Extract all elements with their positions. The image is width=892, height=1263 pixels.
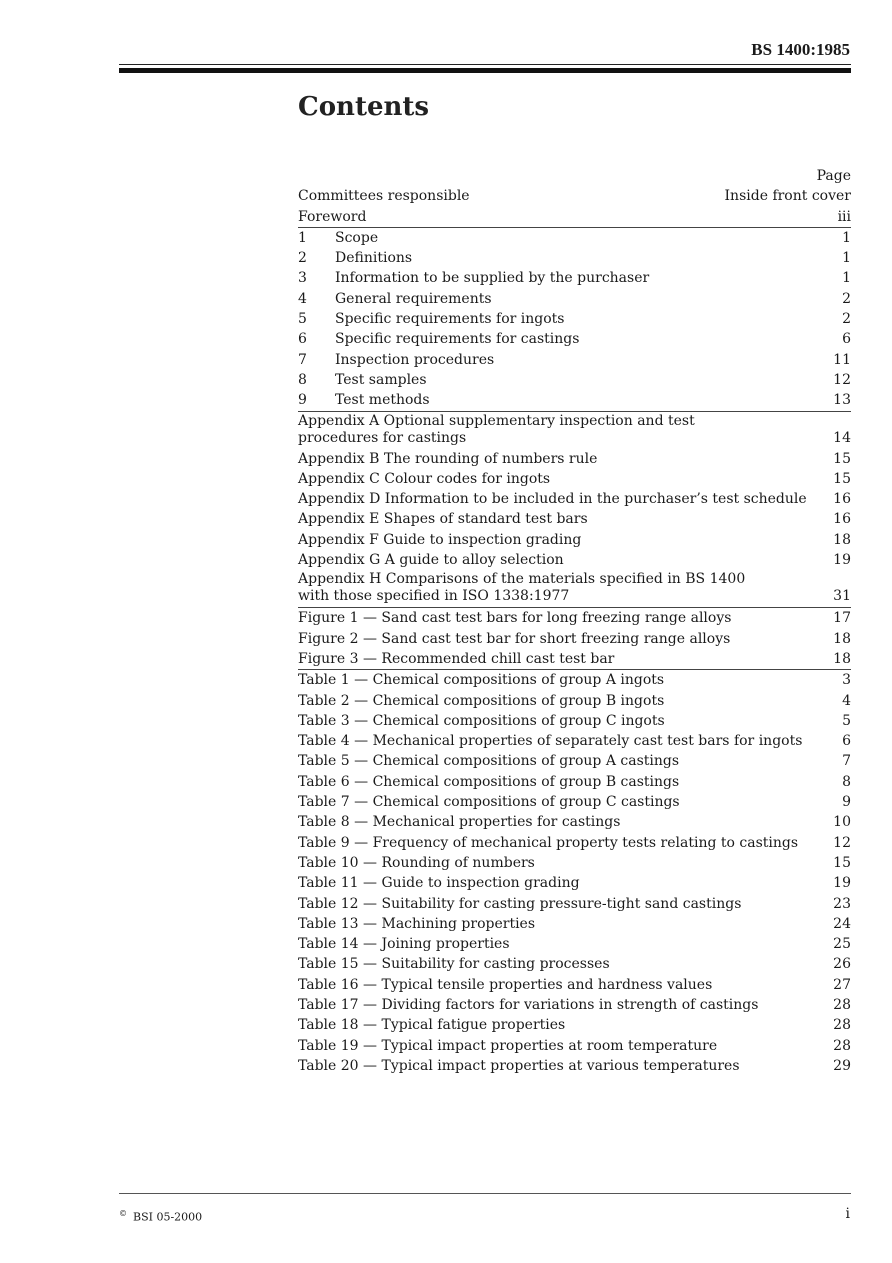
toc-entry-page: 6 bbox=[842, 733, 851, 750]
toc-entry-page: 16 bbox=[833, 491, 851, 508]
toc-figures bbox=[298, 607, 851, 669]
toc-entry-title: Table 10 — Rounding of numbers bbox=[298, 854, 535, 871]
toc-entry bbox=[298, 227, 851, 248]
toc-entry bbox=[298, 833, 851, 853]
toc-entry-page: 27 bbox=[833, 976, 851, 993]
toc-entry-label bbox=[298, 812, 833, 832]
toc-entry-title: Table 9 — Frequency of mechanical property tests relating to castings bbox=[298, 834, 799, 851]
toc-entry-label bbox=[298, 309, 842, 329]
toc-entry-title: Table 20 — Typical impact properties at various temperatures bbox=[298, 1057, 740, 1074]
toc-entry-title: Specific requirements for ingots bbox=[335, 311, 565, 328]
toc-entry-label bbox=[298, 228, 842, 248]
toc-entry-page: 7 bbox=[842, 753, 851, 770]
toc-entry bbox=[298, 812, 851, 832]
toc-entry-label bbox=[298, 975, 833, 995]
toc-entry-title: Table 16 — Typical tensile properties and hardness values bbox=[298, 976, 713, 993]
toc-entry-title: Table 14 — Joining properties bbox=[298, 936, 510, 953]
toc-entry-page: 16 bbox=[833, 511, 851, 528]
toc-entry-title: Table 12 — Suitability for casting pressure-tight sand castings bbox=[298, 895, 742, 912]
header-rule-thin bbox=[119, 64, 851, 65]
toc-entry-page: 18 bbox=[833, 650, 851, 667]
toc-entry-label bbox=[298, 509, 833, 529]
toc-entry-label bbox=[298, 853, 833, 873]
toc-entry-page: 29 bbox=[833, 1057, 851, 1074]
toc-entry-label bbox=[298, 1015, 833, 1035]
toc-entry bbox=[298, 914, 851, 934]
toc-entry-title: Appendix A Optional supplementary inspection and test bbox=[298, 412, 695, 429]
toc-entry-number: 3 bbox=[298, 270, 307, 287]
toc-entry-title: Appendix F Guide to inspection grading bbox=[298, 531, 582, 548]
toc-entry-title: Table 13 — Machining properties bbox=[298, 915, 536, 932]
toc-entry-title: Figure 1 — Sand cast test bars for long freezing range alloys bbox=[298, 610, 732, 627]
toc-entry bbox=[298, 995, 851, 1015]
toc-entry-number: 2 bbox=[298, 250, 307, 267]
toc-entry-title: Appendix D Information to be included in the purchaser’s test schedule bbox=[298, 491, 807, 508]
toc-entry-title: Table 17 — Dividing factors for variations in strength of castings bbox=[298, 996, 759, 1013]
toc-entry bbox=[298, 1015, 851, 1035]
toc-entry-page: 26 bbox=[833, 956, 851, 973]
toc-entry-page: 17 bbox=[833, 610, 851, 627]
toc-entry-label bbox=[298, 934, 833, 954]
toc-entry bbox=[298, 207, 851, 227]
toc-entry-title-continued: with those specified in ISO 1338:1977 bbox=[298, 588, 570, 605]
toc-entry bbox=[298, 1036, 851, 1056]
toc-entry bbox=[298, 570, 851, 607]
toc-entry bbox=[298, 772, 851, 792]
toc-entry-label bbox=[298, 489, 833, 509]
toc-entry-page: 2 bbox=[842, 311, 851, 328]
toc-entry-title: Appendix G A guide to alloy selection bbox=[298, 552, 564, 569]
toc-entry-title-continued: procedures for castings bbox=[298, 429, 467, 446]
toc-entry bbox=[298, 853, 851, 873]
toc-entry-label bbox=[298, 711, 842, 731]
toc-entry-title: Table 15 — Suitability for casting processes bbox=[298, 956, 610, 973]
toc-entry-number: 9 bbox=[298, 392, 307, 409]
toc-entry-title: Committees responsible bbox=[298, 188, 470, 205]
toc-entry-title: Scope bbox=[335, 229, 379, 246]
toc-entry bbox=[298, 530, 851, 550]
toc-entry-title: Table 3 — Chemical compositions of group C ingots bbox=[298, 712, 665, 729]
toc-entry bbox=[298, 731, 851, 751]
toc-entry-page: 9 bbox=[842, 794, 851, 811]
toc-entry-page: 5 bbox=[842, 712, 851, 729]
toc-entry bbox=[298, 1056, 851, 1076]
toc-entry-number: 6 bbox=[298, 331, 307, 348]
toc-entry-label bbox=[298, 833, 833, 853]
toc-entry-number: 5 bbox=[298, 311, 307, 328]
toc-entry-page: 4 bbox=[842, 692, 851, 709]
toc-entry-label bbox=[298, 289, 842, 309]
toc-entry bbox=[298, 469, 851, 489]
toc-entry-page: 10 bbox=[833, 814, 851, 831]
toc-entry-label bbox=[298, 413, 833, 447]
toc-entry-page: 18 bbox=[833, 630, 851, 647]
toc-entry-page: 12 bbox=[833, 834, 851, 851]
toc-entry bbox=[298, 792, 851, 812]
toc-entry-page: 19 bbox=[833, 875, 851, 892]
toc-entry-title: Foreword bbox=[298, 208, 367, 225]
toc-entry-number: 4 bbox=[298, 290, 307, 307]
toc-entry-page: 28 bbox=[833, 1017, 851, 1034]
toc-entry-label bbox=[298, 1056, 833, 1076]
toc-entry-title: Appendix C Colour codes for ingots bbox=[298, 470, 551, 487]
toc-appendices bbox=[298, 411, 851, 608]
toc-entry-label bbox=[298, 792, 842, 812]
toc-entry-page: 24 bbox=[833, 915, 851, 932]
copyright-notice bbox=[119, 1209, 202, 1224]
toc-entry-title: General requirements bbox=[335, 290, 492, 307]
toc-entry-label bbox=[298, 629, 833, 649]
toc-entry-label bbox=[298, 329, 842, 349]
toc-entry bbox=[298, 309, 851, 329]
toc-entry-label bbox=[298, 1036, 833, 1056]
toc-entry-page: 28 bbox=[833, 996, 851, 1013]
toc-entry-title: Table 5 — Chemical compositions of group A castings bbox=[298, 753, 680, 770]
toc-entry bbox=[298, 711, 851, 731]
toc-front-matter bbox=[298, 186, 851, 227]
toc-entry bbox=[298, 975, 851, 995]
toc-entry bbox=[298, 449, 851, 469]
toc-entry-label bbox=[298, 608, 833, 628]
copyright-text: BSI 05-2000 bbox=[133, 1210, 203, 1224]
toc-entry-page: 15 bbox=[833, 450, 851, 467]
table-of-contents bbox=[298, 166, 851, 1076]
toc-entry-label bbox=[298, 207, 838, 227]
toc-entry-page: 3 bbox=[842, 672, 851, 689]
toc-entry bbox=[298, 894, 851, 914]
toc-entry bbox=[298, 509, 851, 529]
copyright-symbol: © bbox=[119, 1209, 127, 1218]
toc-entry-label bbox=[298, 772, 842, 792]
toc-entry-title: Specific requirements for castings bbox=[335, 331, 580, 348]
toc-entry-title: Table 1 — Chemical compositions of group A ingots bbox=[298, 672, 665, 689]
toc-entry-title: Definitions bbox=[335, 250, 413, 267]
toc-tables bbox=[298, 669, 851, 1076]
toc-entry-label bbox=[298, 449, 833, 469]
toc-entry-page: 25 bbox=[833, 936, 851, 953]
toc-entry-page: 19 bbox=[833, 552, 851, 569]
toc-entry-page: 23 bbox=[833, 895, 851, 912]
toc-entry-page: iii bbox=[837, 208, 851, 225]
toc-entry-title: Test samples bbox=[335, 371, 427, 388]
toc-entry bbox=[298, 329, 851, 349]
toc-entry-page: 15 bbox=[833, 470, 851, 487]
toc-entry-label bbox=[298, 530, 833, 550]
toc-entry-label bbox=[298, 469, 833, 489]
toc-entry bbox=[298, 607, 851, 628]
toc-entry-page: 6 bbox=[842, 331, 851, 348]
toc-clauses bbox=[298, 227, 851, 411]
toc-entry-label bbox=[298, 248, 842, 268]
toc-entry-page: 1 bbox=[842, 229, 851, 246]
toc-entry-page: 31 bbox=[833, 588, 851, 605]
toc-entry-page: 1 bbox=[842, 250, 851, 267]
page-column-heading: Page bbox=[816, 168, 851, 184]
toc-entry-page: 11 bbox=[833, 351, 851, 368]
toc-entry bbox=[298, 873, 851, 893]
toc-entry-label bbox=[298, 268, 842, 288]
toc-entry-page: 13 bbox=[833, 392, 851, 409]
toc-entry-label bbox=[298, 571, 833, 605]
toc-entry-label bbox=[298, 390, 833, 410]
page-title: Contents bbox=[298, 92, 430, 122]
toc-entry-title: Table 19 — Typical impact properties at room temperature bbox=[298, 1037, 718, 1054]
toc-entry-title: Table 6 — Chemical compositions of group B castings bbox=[298, 773, 680, 790]
toc-entry bbox=[298, 186, 851, 206]
toc-entry bbox=[298, 751, 851, 771]
toc-entry-title: Test methods bbox=[335, 392, 430, 409]
toc-entry-label bbox=[298, 670, 842, 690]
toc-entry bbox=[298, 691, 851, 711]
toc-entry-label bbox=[298, 550, 833, 570]
toc-entry bbox=[298, 350, 851, 370]
toc-entry-title: Inspection procedures bbox=[335, 351, 495, 368]
toc-entry-label bbox=[298, 731, 842, 751]
toc-entry bbox=[298, 550, 851, 570]
document-id: BS 1400:1985 bbox=[751, 40, 850, 59]
toc-entry bbox=[298, 934, 851, 954]
toc-entry-label bbox=[298, 995, 833, 1015]
toc-entry-page: 18 bbox=[833, 531, 851, 548]
toc-entry bbox=[298, 268, 851, 288]
toc-entry-label bbox=[298, 914, 833, 934]
toc-entry-number: 1 bbox=[298, 229, 307, 246]
toc-entry-page: 8 bbox=[842, 773, 851, 790]
toc-entry bbox=[298, 669, 851, 690]
toc-entry-label bbox=[298, 954, 833, 974]
toc-entry-title: Table 11 — Guide to inspection grading bbox=[298, 875, 580, 892]
footer-rule bbox=[119, 1193, 851, 1194]
toc-entry-title: Table 8 — Mechanical properties for castings bbox=[298, 814, 621, 831]
toc-entry-title: Table 7 — Chemical compositions of group C castings bbox=[298, 794, 680, 811]
toc-entry-page: 1 bbox=[842, 270, 851, 287]
toc-entry-page: 15 bbox=[833, 854, 851, 871]
toc-entry-label bbox=[298, 370, 833, 390]
toc-entry-page: 2 bbox=[842, 290, 851, 307]
toc-entry-title: Appendix B The rounding of numbers rule bbox=[298, 450, 598, 467]
toc-entry-label bbox=[298, 873, 833, 893]
toc-entry-page: Inside front cover bbox=[724, 188, 851, 205]
toc-entry bbox=[298, 489, 851, 509]
toc-entry bbox=[298, 629, 851, 649]
toc-entry-title: Figure 3 — Recommended chill cast test bar bbox=[298, 650, 615, 667]
toc-entry bbox=[298, 411, 851, 449]
toc-entry-label bbox=[298, 894, 833, 914]
toc-entry-title: Appendix H Comparisons of the materials specified in BS 1400 bbox=[298, 571, 746, 588]
toc-entry-label bbox=[298, 649, 833, 669]
toc-entry-label bbox=[298, 186, 725, 206]
toc-entry bbox=[298, 954, 851, 974]
toc-entry bbox=[298, 390, 851, 410]
toc-entry-page: 12 bbox=[833, 371, 851, 388]
page-number: i bbox=[845, 1206, 850, 1222]
toc-entry-title: Table 18 — Typical fatigue properties bbox=[298, 1017, 566, 1034]
header-rule-thick bbox=[119, 68, 851, 73]
toc-entry bbox=[298, 649, 851, 669]
toc-entry-title: Information to be supplied by the purchaser bbox=[335, 270, 650, 287]
toc-entry-title: Figure 2 — Sand cast test bar for short freezing range alloys bbox=[298, 630, 731, 647]
toc-entry-label bbox=[298, 691, 842, 711]
toc-entry bbox=[298, 289, 851, 309]
toc-entry-label bbox=[298, 350, 833, 370]
toc-entry-title: Table 2 — Chemical compositions of group B ingots bbox=[298, 692, 665, 709]
toc-entry bbox=[298, 370, 851, 390]
toc-entry-number: 8 bbox=[298, 371, 307, 388]
toc-entry bbox=[298, 248, 851, 268]
toc-entry-title: Table 4 — Mechanical properties of separately cast test bars for ingots bbox=[298, 733, 803, 750]
toc-entry-label bbox=[298, 751, 842, 771]
toc-entry-page: 28 bbox=[833, 1037, 851, 1054]
toc-entry-number: 7 bbox=[298, 351, 307, 368]
toc-entry-title: Appendix E Shapes of standard test bars bbox=[298, 511, 588, 528]
toc-entry-page: 14 bbox=[833, 429, 851, 446]
